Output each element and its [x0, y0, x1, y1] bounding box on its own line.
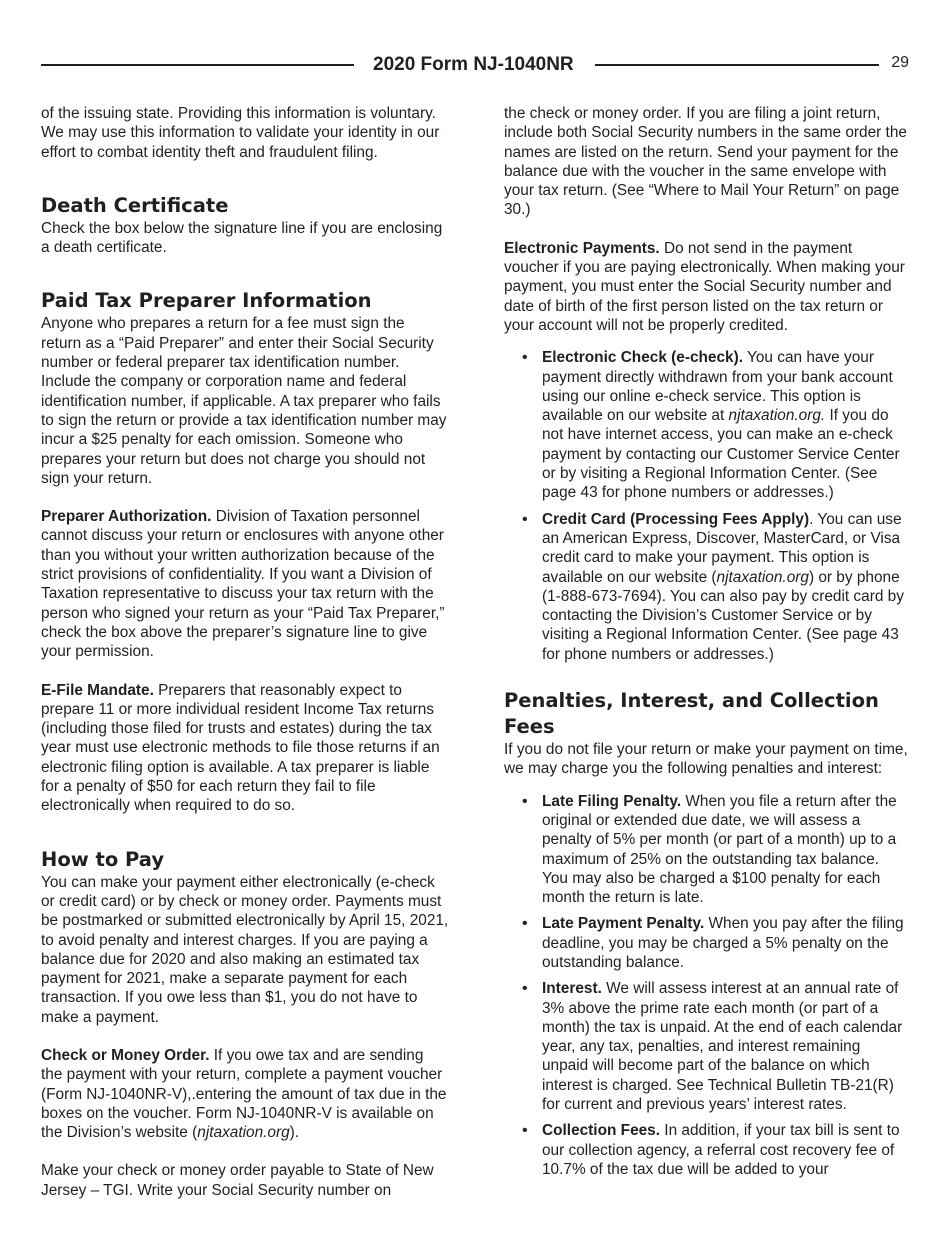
penalties-list [504, 792, 909, 1180]
penalties-heading: Penalties, Interest, and Collection Fees [504, 689, 879, 739]
continued-paragraph: the check or money order. If you are filing a joint return, include both Social Security numbers in the same order the names are listed on the return. Send your payment for the balance due with the voucher in the same envelope with your tax return. (See “Where to Mail Your Return” on page 30.) [504, 105, 907, 219]
website-link[interactable]: njtaxation.org [197, 1124, 290, 1142]
list-item [504, 792, 909, 908]
make-check-payable-text: Make your check or money order payable to State of New Jersey – TGI. Write your Social Security number on [41, 1162, 434, 1199]
website-link[interactable]: njtaxation.org [716, 568, 809, 586]
late-filing-text: When you file a return after the original or extended due date, we will assess a penalty of 5% per month (or part of a month) up to a maximum of 25% on the outstanding tax balance. You may also be charged a $100 penalty for each month the return is late. [542, 792, 897, 907]
efile-mandate-text: Preparers that reasonably expect to prepare 11 or more individual resident Income Tax returns (including those filed for trusts and estates) during the tax year must use electronic methods to file those returns if an electronic filing option is available. A tax preparer is liable for a penalty of $50 for each return they fail to file electronically when required to do so. [41, 681, 440, 815]
check-money-order-paragraph [41, 1046, 449, 1142]
e-check-label: Electronic Check (e-check). [542, 349, 744, 367]
payment-methods-list [504, 348, 909, 664]
list-item [504, 1121, 909, 1179]
preparer-authorization-text: Division of Taxation personnel cannot discuss your return or enclosures with anyone other than you without your written authorization because of the strict provisions of confidentiality. If you want a Division of Taxation representative to discuss your tax return with the person who signed your return as your “Paid Tax Preparer,” check the box above the preparer’s signature line to give your permission. [41, 508, 445, 661]
intro-paragraph: of the issuing state. Providing this information is voluntary. We may use this information to validate your identity in our effort to combat identity theft and fraudulent filing. [41, 105, 440, 161]
e-check-text-continued: If you do not have internet access, you can make an e-check payment by contacting our Customer Service Center or by visiting a Regional Information Center. (See page 43 for phone numbers or addresses.) [542, 407, 900, 502]
credit-card-label: Credit Card (Processing Fees Apply) [542, 510, 810, 528]
list-item [504, 914, 909, 972]
how-to-pay-text: You can make your payment either electronically (e-check or credit card) or by check or money order. Payments must be postmarked or submitted electronically by April 15, 2021, to avoid penalty and interest charges. If you are paying a balance due for 2020 and also making an estimated tax payment for 2021, make a separate payment for each transaction. If you owe less than $1, you do not have to make a payment. [41, 873, 449, 1026]
preparer-authorization-paragraph [41, 507, 449, 661]
collection-fees-text: In addition, if your tax bill is sent to our collection agency, a referral cost recovery fee of 10.7% of the tax due will be added to your [542, 1122, 900, 1178]
website-link[interactable]: njtaxation.org. [728, 407, 826, 425]
efile-mandate-paragraph [41, 681, 449, 816]
death-certificate-text: Check the box below the signature line if you are enclosing a death certificate. [41, 219, 443, 257]
efile-mandate-label: E-File Mandate. [41, 681, 154, 699]
late-payment-text: When you pay after the filing deadline, you may be charged a 5% penalty on the outstanding balance. [542, 915, 904, 971]
check-money-order-text: If you owe tax and are sending the payment with your return, complete a payment voucher (Form NJ-1040NR-V),.entering the amount of tax due in the boxes on the voucher. Form NJ-1040NR-V is available on the Division’s website ( [41, 1046, 447, 1142]
page-title: 2020 Form NJ-1040NR [373, 54, 574, 75]
page-number: 29 [891, 54, 909, 71]
credit-card-text-continued: ) or by phone (1-888-673-7694). You can also pay by credit card by contacting the Division’s Customer Service or by visiting a Regional Information Center. (See page 43 for phone numbers or addresses.) [542, 568, 904, 663]
collection-fees-label: Collection Fees. [542, 1122, 661, 1140]
preparer-authorization-label: Preparer Authorization. [41, 508, 212, 526]
paid-preparer-text: Anyone who prepares a return for a fee must sign the return as a “Paid Preparer” and enter their Social Security number or federal preparer tax identification number. Include the company or corporation name and federal identification number, if applicable. A tax preparer who fails to sign the return or provide a tax identification number may incur a $25 penalty for each omission. Someone who prepares your return but does not charge you should not sign your return. [41, 315, 447, 487]
penalties-intro: If you do not file your return or make your payment on time, we may charge you the following penalties and interest: [504, 741, 908, 778]
late-filing-label: Late Filing Penalty. [542, 792, 682, 810]
e-check-text: You can have your payment directly withdrawn from your bank account using our online e-check service. This option is available on our website at [542, 349, 893, 425]
electronic-payments-text: Do not send in the payment voucher if you are paying electronically. When making your payment, you must enter the Social Security number and date of birth of the first person listed on the tax return or your account will not be properly credited. [504, 239, 905, 334]
header-rule-right [595, 64, 879, 66]
left-column [41, 104, 449, 1200]
check-money-order-end: ). [289, 1124, 300, 1142]
interest-label: Interest. [542, 980, 602, 998]
list-item [504, 510, 909, 664]
death-certificate-heading: Death Certificate [41, 193, 229, 217]
right-column [504, 104, 909, 1186]
page-header [41, 53, 909, 77]
list-item [504, 348, 909, 502]
late-payment-label: Late Payment Penalty. [542, 915, 705, 933]
paid-preparer-heading: Paid Tax Preparer Information [41, 289, 372, 313]
header-rule-left [41, 64, 354, 66]
electronic-payments-label: Electronic Payments. [504, 239, 660, 257]
how-to-pay-heading: How to Pay [41, 847, 165, 871]
electronic-payments-paragraph [504, 239, 909, 335]
list-item [504, 979, 909, 1114]
credit-card-text: . You can use an American Express, Discover, MasterCard, or Visa credit card to make your payment. This option is available on our website ( [542, 510, 902, 586]
interest-text: We will assess interest at an annual rate of 3% above the prime rate each month (or part of a month) the tax is unpaid. At the end of each calendar year, any tax, penalties, and interest remaining unpaid will become part of the balance on which interest is charged. See Technical Bulletin TB-21(R) for current and previous years’ interest rates. [542, 980, 903, 1114]
check-money-order-label: Check or Money Order. [41, 1046, 210, 1064]
